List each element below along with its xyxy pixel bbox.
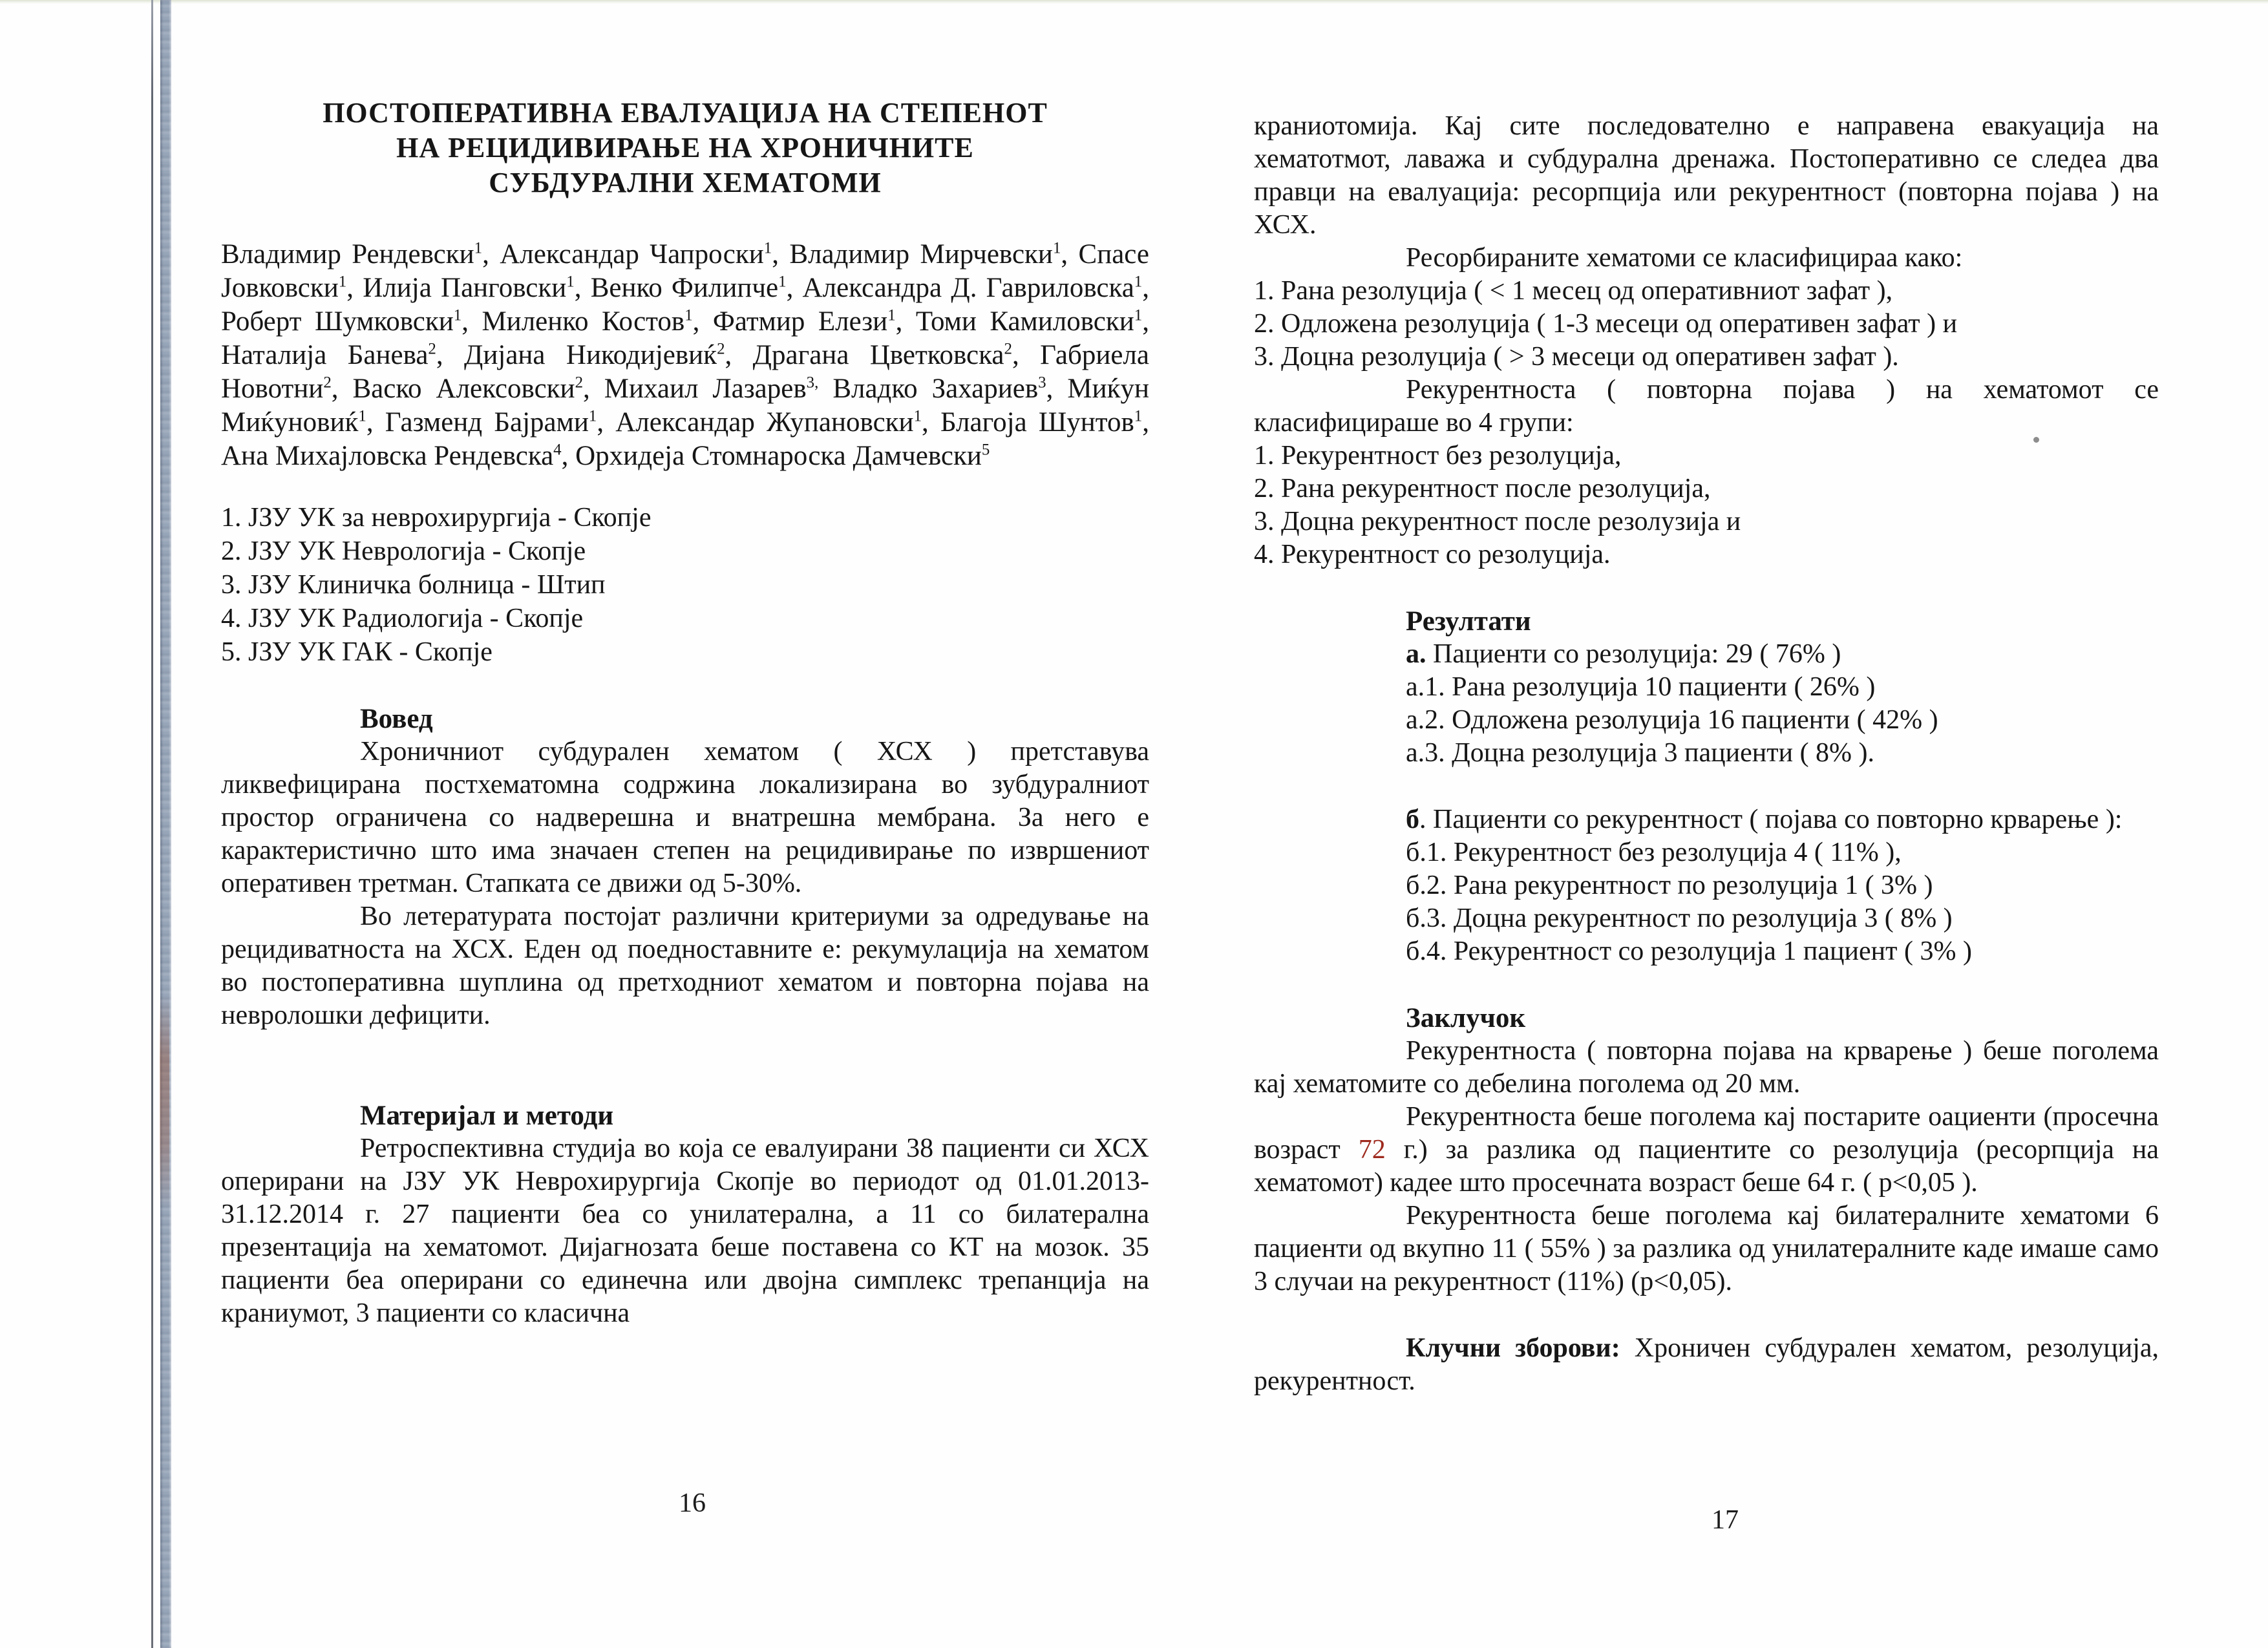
resolution-item-2: 2. Одложена резолуција ( 1-3 месеци од оперативен зафат ) и (1254, 309, 1958, 339)
results-b-item-2: б.2. Рана рекурентност по резолуција 1 ( 3% ) (1406, 871, 1933, 900)
introduction-paragraph-2: Во летературата постојат различни критериуми за одредување на рецидиватноста на ХСХ. Еден од поедноставните е: рекумулација на хематом во постоперативна шуплина од претходниот хематом и повторна појава на невролошки дефицити. (221, 902, 1149, 1030)
article-title-line-2: НА РЕЦИДИВИРАЊЕ НА ХРОНИЧНИТЕ (396, 132, 974, 164)
results-b-item-3: б.3. Доцна рекурентност по резолуција 3 ( 8% ) (1406, 903, 1953, 933)
conclusion-paragraph-1: Рекурентноста ( повторна појава на крварење ) беше поголема кај хематомите со дебелина поголема од 20 мм. (1254, 1036, 2159, 1099)
affiliation-item: 2. ЈЗУ УК Неврологија - Скопје (221, 536, 586, 566)
recurrence-group-4: 4. Рекурентност со резолуција. (1254, 540, 1611, 569)
article-title-line-1: ПОСТОПЕРАТИВНА ЕВАЛУАЦИЈА НА СТЕПЕНОТ (323, 97, 1048, 129)
section-heading-methods: Материјал и методи (360, 1101, 614, 1131)
section-heading-introduction: Вовед (360, 704, 433, 734)
page-number-16: 16 (679, 1488, 706, 1518)
affiliation-item: 1. ЈЗУ УК за неврохирургија - Скопје (221, 503, 652, 533)
book-binding-edge (160, 0, 171, 1648)
methods-paragraph: Ретроспективна студија во која се евалуирани 38 пациенти си ХСХ оперирани на ЈЗУ УК Неврохирургија Скопје во периодот од 01.01.2013-31.12.2014 г. 27 пациенти беа со унилатерална, а 11 со билатерална презентација на хематомот. Дијагнозата беше поставена со КТ на мозок. 35 пациенти беа оперирани со единечна или двојна симплекс трепанција на краниумот, 3 пациенти со класична (221, 1134, 1149, 1328)
results-a-item-1: а.1. Рана резолуција 10 пациенти ( 26% ) (1406, 672, 1876, 702)
recurrence-group-3: 3. Доцна рекурентност после резолузија и (1254, 507, 1741, 536)
recurrence-group-2: 2. Рана рекурентност после резолуција, (1254, 474, 1711, 503)
section-heading-results: Резултати (1406, 606, 1531, 637)
introduction-paragraph-1: Хроничниот субдурален хематом ( ХСХ ) претставува ликвефицирана постхематомна содржина локализирана во зубдуралниот простор ограничена со надверешна и внатрешна мембрана. За него е карактеристично што има значаен степен на рецидивирање по извршениот оперативен третман. Стапката се движи од 5-30%. (221, 737, 1149, 898)
article-title (221, 96, 1149, 200)
section-heading-conclusion: Заклучок (1406, 1003, 1526, 1033)
resorbed-classification-intro: Ресорбираните хематоми се класифицираа како: (1406, 243, 1963, 273)
results-a-lead: а. Пациенти со резолуција: 29 ( 76% ) (1406, 639, 1841, 669)
affiliation-item: 4. ЈЗУ УК Радиологија - Скопје (221, 604, 584, 633)
recurrence-classification-intro: Рекурентноста ( повторна појава ) на хематомот се класифицираше во 4 групи: (1254, 375, 2159, 438)
results-a-item-2: а.2. Одложена резолуција 16 пациенти ( 42% ) (1406, 705, 1938, 735)
book-binding-line (151, 0, 153, 1648)
resolution-item-1: 1. Рана резолуција ( < 1 месец од оперативниот зафат ), (1254, 276, 1893, 306)
article-title-line-3: СУБДУРАЛНИ ХЕМАТОМИ (489, 167, 882, 198)
conclusion-paragraph-3: Рекурентноста беше поголема кај билатералните хематоми 6 пациенти од вкупно 11 ( 55% ) за разлика од унилатералните каде имаше само 3 случаи на рекурентност (11%) (p<0,05). (1254, 1201, 2159, 1296)
results-b-item-4: б.4. Рекурентност со резолуција 1 пациент ( 3% ) (1406, 936, 1972, 966)
methods-continuation-paragraph: краниотомија. Кај сите последователно е направена евакуација на хематотмот, лаважа и субдурална дренажа. Постоперативно се следеа два правци на евалуација: ресорпција или рекурентност (повторна појава ) на ХСХ. (1254, 111, 2159, 240)
affiliation-item: 3. ЈЗУ Клиничка болница - Штип (221, 570, 606, 600)
results-b-item-1: б.1. Рекурентност без резолуција 4 ( 11% ), (1406, 838, 1902, 867)
affiliation-item: 5. ЈЗУ УК ГАК - Скопје (221, 637, 493, 667)
resolution-item-3: 3. Доцна резолуција ( > 3 месеци од оперативен зафат ). (1254, 342, 1899, 372)
affiliations-list (221, 501, 1149, 669)
conclusion-paragraph-2: Рекурентноста беше поголема кај постарите оациенти (просечна возраст 72 г.) за разлика од пациентите со резолуција (ресорпција на хематомот) кадее што просечната возраст беше 64 г. ( p<0,05 ). (1254, 1102, 2159, 1198)
page-number-17: 17 (1712, 1505, 1739, 1535)
right-page (1254, 0, 2159, 1398)
left-page (221, 0, 1149, 1330)
recurrence-group-1: 1. Рекурентност без резолуција, (1254, 441, 1622, 470)
results-b-lead: б. Пациенти со рекурентност ( појава со повторно крварење ): (1406, 805, 2123, 834)
binding-smudge (160, 995, 169, 1209)
keywords-paragraph: Клучни зборови: Хроничен субдурален хематом, резолуција, рекурентност. (1254, 1333, 2159, 1396)
results-a-item-3: а.3. Доцна резолуција 3 пациенти ( 8% ). (1406, 738, 1875, 768)
authors-list: Владимир Рендевски$^1$, Александар Чапроски$^1$, Владимир Мирчевски$^1$, Спасе Јовковски$^1$, Илија Панговски$^1$, Венко Филипче$^1$, Александра Д. Гавриловска$^1$, Роберт Шумковски$^1$, Миленко Костов$^1$, Фатмир Елези$^1$, Томи Камиловски$^1$, Наталија Банева$^2$, Дијана Никодијевиќ$^2$, Драгана Цветковска$^2$, Габриела Новотни$^2$, Васко Алексовски$^2$, Михаил Лазарев$^{3,}$ Владко Захариев$^3$, Миќун Миќуновиќ$^1$, Газменд Бајрами$^1$, Александар Жупановски$^1$, Благоја Шунтов$^1$, Ана Михајловска Рендевска$^4$, Орхидеја Стомнароска Дамчевски$^5$ (221, 239, 1150, 471)
